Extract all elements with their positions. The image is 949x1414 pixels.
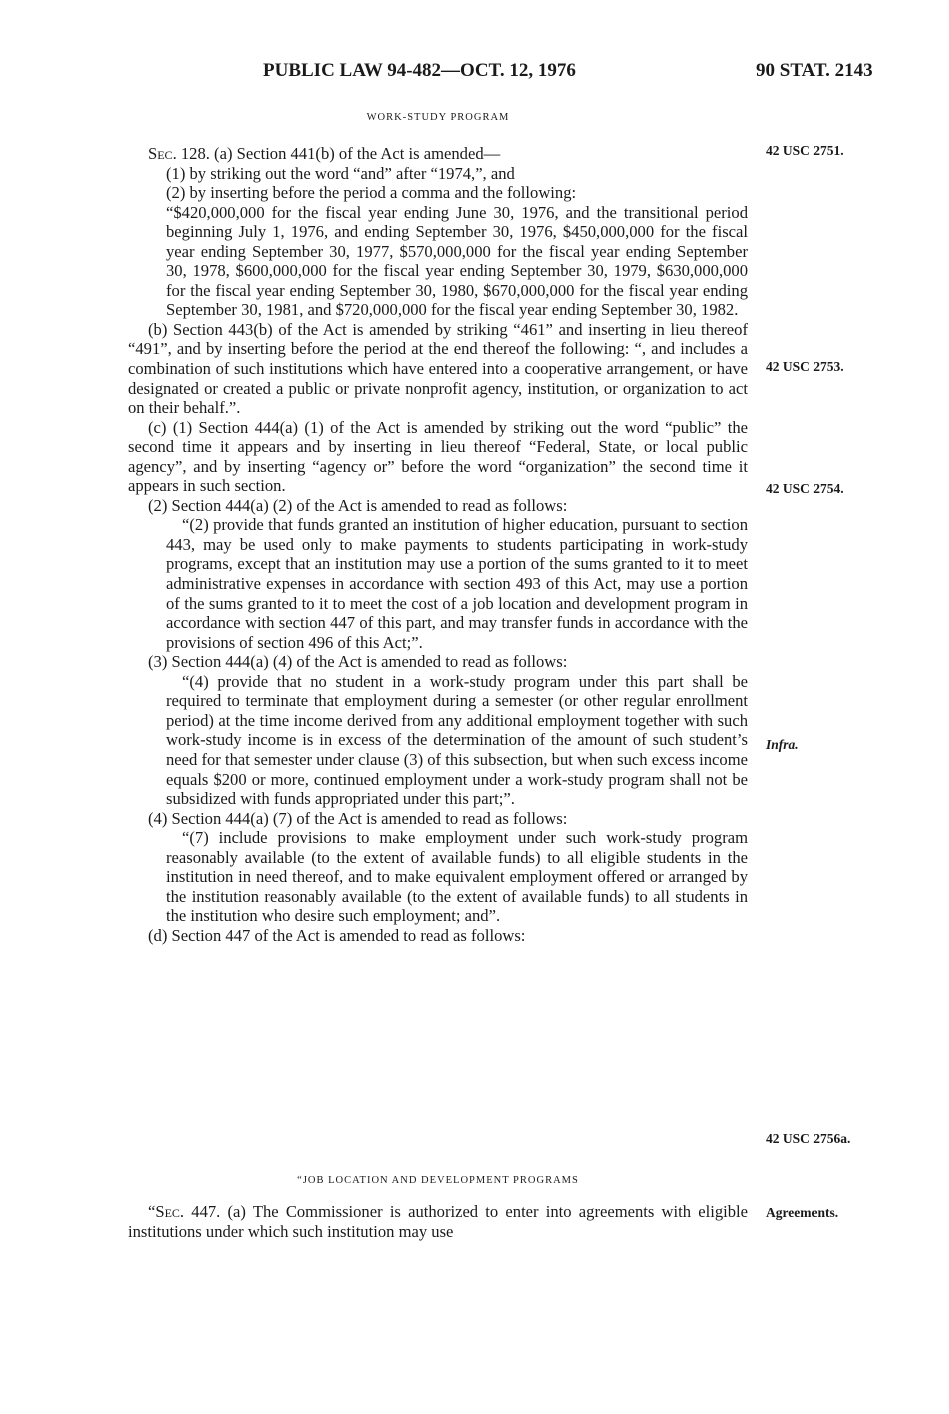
paragraph-d: (d) Section 447 of the Act is amended to read as follows: <box>148 925 526 945</box>
main-text <box>128 144 748 945</box>
section-heading-job-location: “JOB LOCATION AND DEVELOPMENT PROGRAMS <box>297 1175 579 1186</box>
paragraph-a1: (1) by striking out the word “and” after “1974,”, and <box>166 163 515 183</box>
paragraph-a2: (2) by inserting before the period a comma and the following: <box>166 183 577 203</box>
sec-447-text: 447. (a) The Commissioner is authorized to enter into agreements with eligible institutions under which such institution may use <box>128 1202 748 1241</box>
paragraph-sec-128 <box>128 144 748 164</box>
margin-note-42-usc-2751: 42 USC 2751. <box>766 143 844 158</box>
sec-447-label: “Sec. <box>148 1202 185 1221</box>
paragraph-c1: (c) (1) Section 444(a) (1) of the Act is amended by striking out the word “public” the second time it appears and by inserting in lieu thereof “Federal, State, or local public agency”, and by inserting “agency or” before the word “organization” the second time it appears in such section. <box>128 417 748 496</box>
margin-note-agreements: Agreements. <box>766 1205 839 1220</box>
margin-note-42-usc-2756a: 42 USC 2756a. <box>766 1131 851 1146</box>
law-title: PUBLIC LAW 94-482—OCT. 12, 1976 <box>263 60 576 81</box>
section-heading-work-study: WORK-STUDY PROGRAM <box>366 112 510 123</box>
paragraph-c4-quote: “(7) include provisions to make employment under such work-study program reasonably available (to the extent of available funds) to all eligible students in the institution in need thereof, and to make equivalent employment offered or arranged by the institution reasonably available (to the extent of available funds) to all students in the institution who desire such employment; and”. <box>166 828 748 926</box>
paragraph-c3: (3) Section 444(a) (4) of the Act is amended to read as follows: <box>148 652 568 672</box>
sec-447-text-block <box>128 1202 748 1241</box>
paragraph-a2-quote: “$420,000,000 for the fiscal year ending June 30, 1976, and the transitional period beginning July 1, 1976, and ending September 30, 1976, $450,000,000 for the fiscal year ending September 30, 1977, $570,000,000 for the fiscal year ending September 30, 1978, $600,000,000 for the fiscal year ending September 30, 1979, $630,000,000 for the fiscal year ending September 30, 1980, $670,000,000 for the fiscal year ending September 30, 1981, and $720,000,000 for the fiscal year ending September 30, 1982. <box>166 202 748 320</box>
margin-note-infra: Infra. <box>766 737 799 752</box>
paragraph-c4: (4) Section 444(a) (7) of the Act is amended to read as follows: <box>148 808 568 828</box>
page-header <box>0 60 949 90</box>
paragraph-c3-quote: “(4) provide that no student in a work-study program under this part shall be required to terminate that employment during a semester (or other regular enrollment period) at the time income derived from any additional employment together with such work-study income is in excess of the determination of the amount of such student’s need for that semester under clause (3) of this subsection, but when such excess income equals $200 or more, continued employment under a work-study program shall not be subsidized with funds appropriated under this part;”. <box>166 671 748 809</box>
sec-label: Sec. <box>148 144 177 163</box>
margin-note-42-usc-2754: 42 USC 2754. <box>766 481 844 496</box>
paragraph-sec-447 <box>128 1202 748 1241</box>
paragraph-b: (b) Section 443(b) of the Act is amended by striking “461” and inserting in lieu thereof “491”, and by inserting before the period at the end thereof the following: “, and includes a combination of such institutions which have entered into a cooperative arrangement, or have designated or created a public or private nonprofit agency, institution, or organization to act on their behalf.”. <box>128 319 748 418</box>
paragraph-c2: (2) Section 444(a) (2) of the Act is amended to read as follows: <box>148 495 568 515</box>
sec-128-text: 128. (a) Section 441(b) of the Act is amended— <box>176 144 501 163</box>
paragraph-c2-quote: “(2) provide that funds granted an institution of higher education, pursuant to section 443, may be used only to make payments to students participating in work-study programs, except that an institution may use a portion of the sums granted to it to meet administrative expenses in accordance with section 493 of this Act, may use a portion of the sums granted to it to meet the cost of a job location and development program in accordance with section 447 of this part, and may transfer funds in accordance with the provisions of section 496 of this Act;”. <box>166 515 748 652</box>
statute-page-number: 90 STAT. 2143 <box>756 60 873 81</box>
margin-note-42-usc-2753: 42 USC 2753. <box>766 359 844 374</box>
